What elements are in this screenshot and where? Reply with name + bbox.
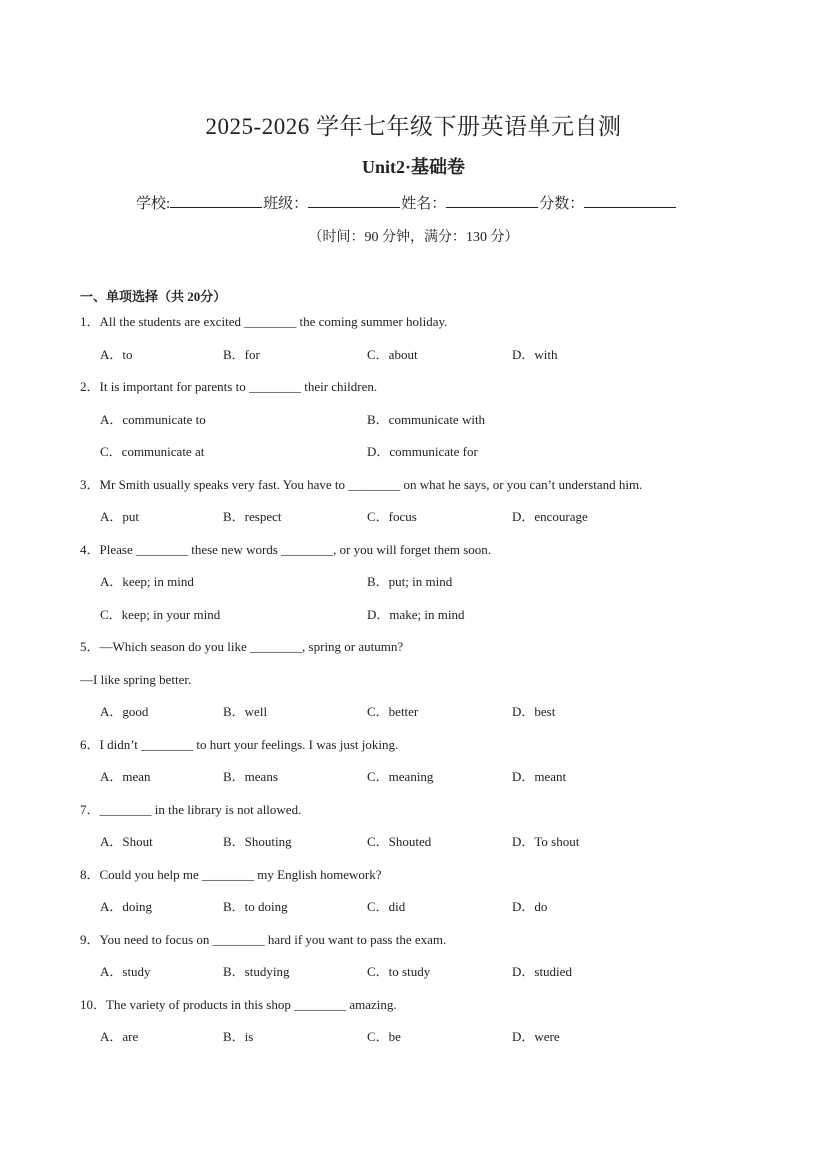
question-answer-line: —I like spring better. [80,671,192,687]
option-row [80,443,760,476]
answer-option[interactable]: A．are [100,1029,139,1044]
answer-option[interactable]: D．meant [512,769,567,784]
option-row [80,1028,760,1061]
option-row [80,833,760,866]
answer-option[interactable]: B．is [223,1029,254,1044]
answer-option[interactable]: C．about [367,346,418,362]
class-label: 班级： [263,196,309,212]
answer-option[interactable]: D．communicate for [367,444,478,459]
answer-option[interactable]: D．do [512,899,548,914]
answer-option[interactable]: D．studied [512,964,572,979]
question-stem: 1．All the students are excited ________ the coming summer holiday. [80,314,448,329]
question-list [80,313,760,1061]
question-stem: 7．________ in the library is not allowed. [80,801,302,817]
answer-option[interactable]: A．study [100,964,151,979]
question-stem: 6．I didn’t ________ to hurt your feelings. I was just joking. [80,736,399,752]
answer-option[interactable]: C．Shouted [367,834,432,849]
answer-option[interactable]: D．make; in mind [367,606,465,622]
option-row [80,606,760,639]
section-heading: 一、单项选择（共 20分） [80,289,227,304]
school-blank[interactable] [170,193,262,208]
answer-option[interactable]: C．communicate at [100,444,205,459]
answer-option[interactable]: D．were [512,1029,560,1044]
question-stem: 3．Mr Smith usually speaks very fast. You have to ________ on what he says, or you can’t understand him. [80,476,643,492]
question-stem: 9．You need to focus on ________ hard if you want to pass the exam. [80,931,447,947]
answer-option[interactable]: C．meaning [367,769,434,784]
answer-option[interactable]: B．respect [223,509,282,524]
name-blank[interactable] [446,193,538,208]
answer-option[interactable]: D．encourage [512,509,588,524]
answer-option[interactable]: B．well [223,704,268,719]
answer-option[interactable]: A．to [100,346,133,362]
option-row [80,898,760,931]
answer-option[interactable]: C．did [367,899,406,914]
answer-option[interactable]: D．with [512,346,558,362]
school-label: 学校: [136,196,171,212]
answer-option[interactable]: A．keep; in mind [100,574,194,589]
question-stem: 8．Could you help me ________ my English homework? [80,866,382,882]
answer-option[interactable]: C．to study [367,964,431,979]
exam-subtitle: Unit2·基础卷 [361,157,465,177]
answer-option[interactable]: D．best [512,704,556,719]
answer-option[interactable]: A．communicate to [100,411,206,427]
time-note: （时间：90 分钟，满分：130 分） [308,230,519,245]
question-stem: 5．—Which season do you like ________, spring or autumn? [80,639,404,654]
name-label: 姓名： [401,196,447,212]
answer-option[interactable]: A．Shout [100,834,153,849]
answer-option[interactable]: C．better [367,704,419,719]
answer-option[interactable]: C．keep; in your mind [100,606,221,622]
answer-option[interactable]: C．focus [367,509,417,524]
answer-option[interactable]: C．be [367,1029,401,1044]
answer-option[interactable]: A．doing [100,899,153,914]
question-stem: 10．The variety of products in this shop ________ amazing. [80,996,397,1012]
question-stem: 2．It is important for parents to ________ their children. [80,379,378,394]
score-blank[interactable] [584,193,676,208]
answer-option[interactable]: B．means [223,769,278,784]
option-row [80,768,760,801]
option-row [80,411,760,444]
answer-option[interactable]: B．communicate with [367,411,486,427]
answer-option[interactable]: A．put [100,509,140,524]
class-blank[interactable] [308,193,400,208]
option-row [80,703,760,736]
answer-option[interactable]: B．put; in mind [367,574,453,589]
question-stem: 4．Please ________ these new words ________, or you will forget them soon. [80,541,492,557]
answer-option[interactable]: B．studying [223,964,290,979]
answer-option[interactable]: A．good [100,704,149,719]
option-row [80,963,760,996]
answer-option[interactable]: B．Shouting [223,834,292,849]
exam-title: 2025-2026 学年七年级下册英语单元自测 [205,114,622,139]
option-row [80,573,760,606]
answer-option[interactable]: A．mean [100,769,151,784]
score-label: 分数： [539,196,585,212]
option-row [80,346,760,379]
answer-option[interactable]: B．for [223,346,260,362]
answer-option[interactable]: B．to doing [223,899,288,914]
option-row [80,508,760,541]
student-info-fields [136,192,677,213]
answer-option[interactable]: D．To shout [512,834,580,849]
